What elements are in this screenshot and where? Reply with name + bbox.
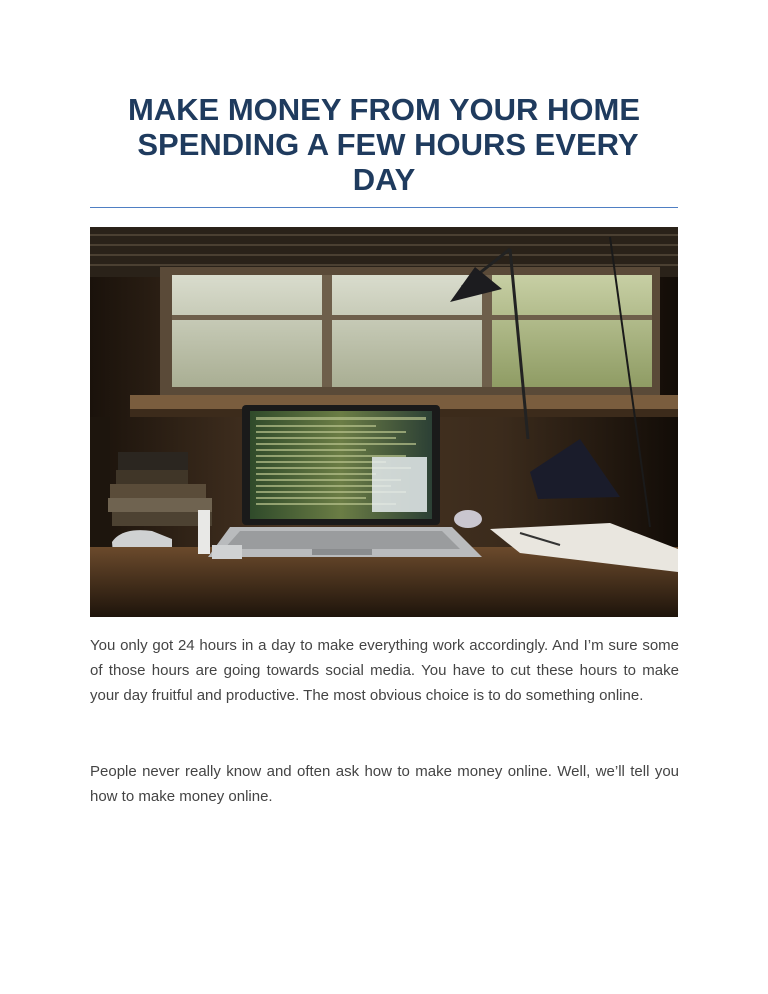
title-line-3: DAY: [352, 162, 416, 197]
title-line-1: MAKE MONEY FROM YOUR HOME: [127, 92, 641, 127]
laptop-desk-photo: [90, 227, 678, 617]
second-paragraph: People never really know and often ask how to make money online. Well, we’ll tell you how to make money online.: [90, 763, 679, 805]
intro-paragraph: You only got 24 hours in a day to make everything work accordingly. And I’m sure some of those hours are going towards social media. You have to cut these hours to make your day fruitful and productive. The most obvious choice is to do something online.: [90, 637, 679, 704]
title-line-2: SPENDING A FEW HOURS EVERY: [137, 127, 639, 162]
title-divider: [90, 207, 678, 208]
page-title: [90, 92, 678, 197]
